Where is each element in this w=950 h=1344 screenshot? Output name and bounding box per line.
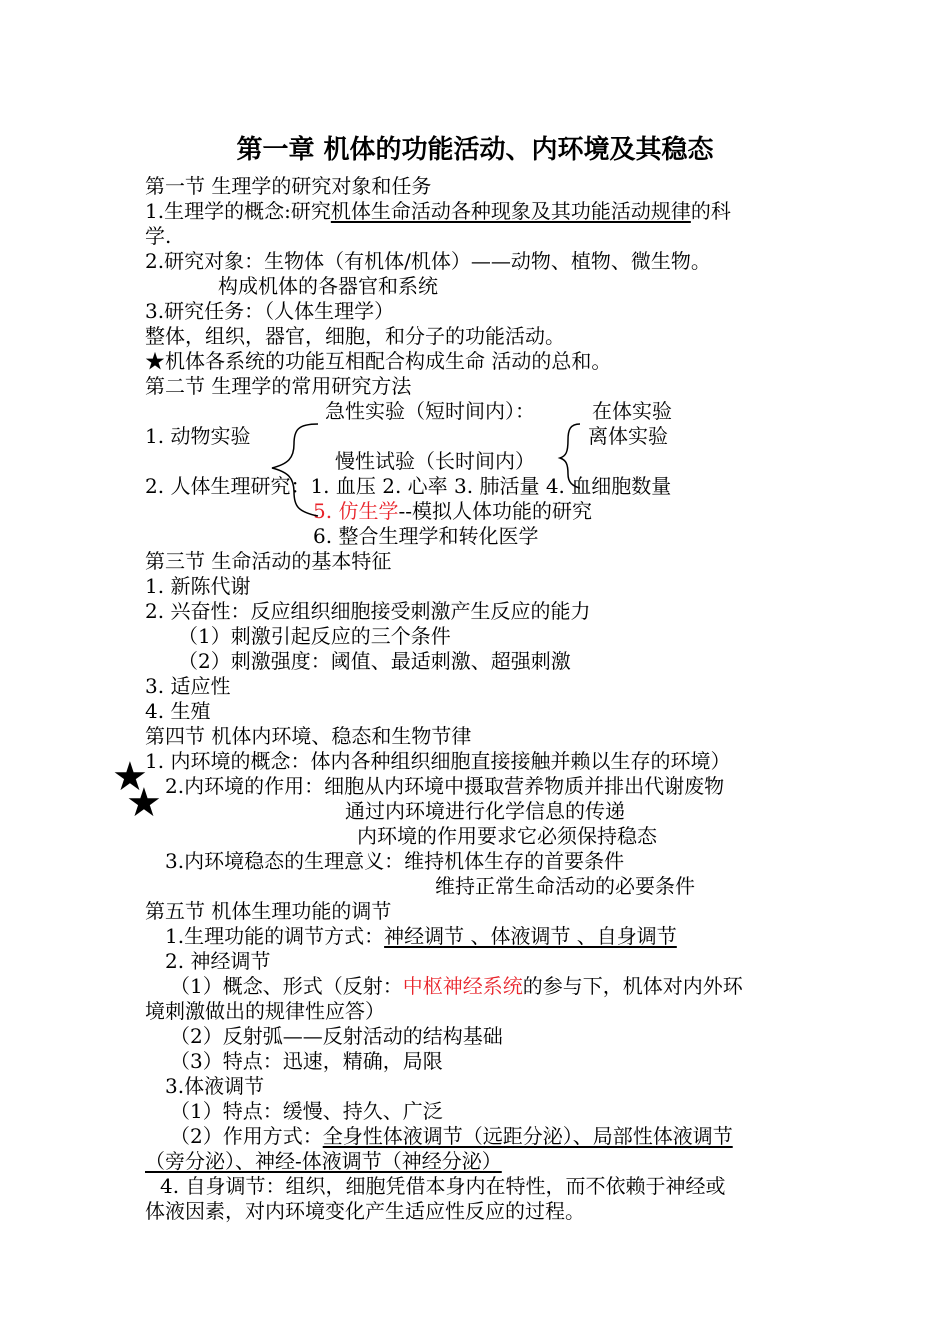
s5-line-3-pre: （1）概念、形式（反射： <box>170 974 403 998</box>
s4-line-4: 内环境的作用要求它必须保持稳态 <box>357 824 657 848</box>
s5-line-6: 3.体液调节 <box>165 1074 265 1098</box>
s1-line-5: 整体，组织，器官，细胞，和分子的功能活动。 <box>145 324 565 348</box>
right-brace <box>560 424 580 488</box>
s5-line-8 <box>170 1124 733 1149</box>
acute-experiment: 急性实验（短时间内）： <box>325 399 535 423</box>
s1-line-1b: 学. <box>145 224 172 248</box>
s4-line-5: 3.内环境稳态的生理意义：维持机体生存的首要条件 <box>165 849 625 873</box>
section-4-heading: 第四节 机体内环境、稳态和生物节律 <box>145 724 472 748</box>
s5-line-3b: 境刺激做出的规律性应答） <box>145 999 385 1023</box>
s4-line-3: 通过内环境进行化学信息的传递 <box>345 799 625 823</box>
s4-line-6: 维持正常生命活动的必要条件 <box>435 874 695 898</box>
bionics-term: 仿生学 <box>338 499 399 523</box>
central-nervous-system: 中枢神经系统 <box>402 974 523 998</box>
s5-line-4: （2）反射弧——反射活动的结构基础 <box>170 1024 503 1048</box>
bionics-description: --模拟人体功能的研究 <box>398 499 592 523</box>
s5-line-3 <box>170 974 743 999</box>
section-3-heading: 第三节 生命活动的基本特征 <box>145 549 392 573</box>
in-vivo-experiment: 在体实验 <box>592 399 672 423</box>
section-2-heading: 第二节 生理学的常用研究方法 <box>145 374 412 398</box>
left-brace <box>272 424 318 516</box>
humoral-modes: 全身性体液调节（远距分泌）、局部性体液调节 <box>322 1124 733 1148</box>
section-5-heading: 第五节 机体生理功能的调节 <box>145 899 392 923</box>
animal-experiment: 1. 动物实验 <box>145 424 251 448</box>
s3-line-5: 3. 适应性 <box>145 674 231 698</box>
s5-line-9b: 体液因素，对内环境变化产生适应性反应的过程。 <box>145 1199 585 1223</box>
s3-line-3: （1）刺激引起反应的三个条件 <box>178 624 451 648</box>
chapter-title: 第一章 机体的功能活动、内环境及其稳态 <box>236 135 714 165</box>
humoral-modes-cont: （旁分泌）、神经-体液调节（神经分泌） <box>145 1149 502 1173</box>
section-1-heading: 第一节 生理学的研究对象和任务 <box>145 174 432 198</box>
s4-line-2: 2.内环境的作用：细胞从内环境中摄取营养物质并排出代谢废物 <box>165 774 725 798</box>
s5-line-1 <box>165 924 677 949</box>
s1-line-3: 构成机体的各器官和系统 <box>218 274 438 298</box>
s5-line-8b <box>145 1149 502 1174</box>
s5-line-8-pre: （2）作用方式： <box>170 1124 323 1148</box>
s5-line-3-post: 的参与下，机体对内外环 <box>522 974 743 998</box>
s5-line-9: 4. 自身调节：组织，细胞凭借本身内在特性，而不依赖于神经或 <box>160 1174 726 1198</box>
s5-line-1-pre: 1.生理功能的调节方式： <box>165 924 385 948</box>
s1-line-1-post: 的科 <box>690 199 731 223</box>
s3-line-4: （2）刺激强度：阈值、最适刺激、超强刺激 <box>178 649 571 673</box>
s5-line-2: 2. 神经调节 <box>165 949 271 973</box>
bionics-number: 5. <box>313 499 339 523</box>
s3-line-1: 1. 新陈代谢 <box>145 574 251 598</box>
s1-line-4: 3.研究任务：（人体生理学） <box>145 299 395 323</box>
regulation-methods: 神经调节 、体液调节 、自身调节 <box>384 924 677 948</box>
s3-line-2: 2. 兴奋性：反应组织细胞接受刺激产生反应的能力 <box>145 599 591 623</box>
human-research: 2. 人体生理研究：1. 血压 2. 心率 3. 肺活量 4. 血细胞数量 <box>145 474 672 498</box>
s1-line-1-underlined: 机体生命活动各种现象及其功能活动规律 <box>330 199 691 223</box>
s5-line-5: （3）特点：迅速，精确，局限 <box>170 1049 443 1073</box>
s1-line-2: 2.研究对象：生物体（有机体/机体）——动物、植物、微生物。 <box>145 249 711 273</box>
s1-line-6: ★机体各系统的功能互相配合构成生命 活动的总和。 <box>145 349 612 373</box>
s1-line-1-pre: 1.生理学的概念:研究 <box>145 199 331 223</box>
s3-line-6: 4. 生殖 <box>145 699 211 723</box>
chronic-experiment: 慢性试验（长时间内） <box>335 449 535 473</box>
in-vitro-experiment: 离体实验 <box>588 424 668 448</box>
integrative-physiology: 6. 整合生理学和转化医学 <box>313 524 539 548</box>
s4-line-1: 1. 内环境的概念：体内各种组织细胞直接接触并赖以生存的环境） <box>145 749 731 773</box>
s5-line-7: （1）特点：缓慢、持久、广泛 <box>170 1099 443 1123</box>
star-icon: ★ <box>112 754 148 800</box>
star-icon: ★ <box>126 780 162 826</box>
